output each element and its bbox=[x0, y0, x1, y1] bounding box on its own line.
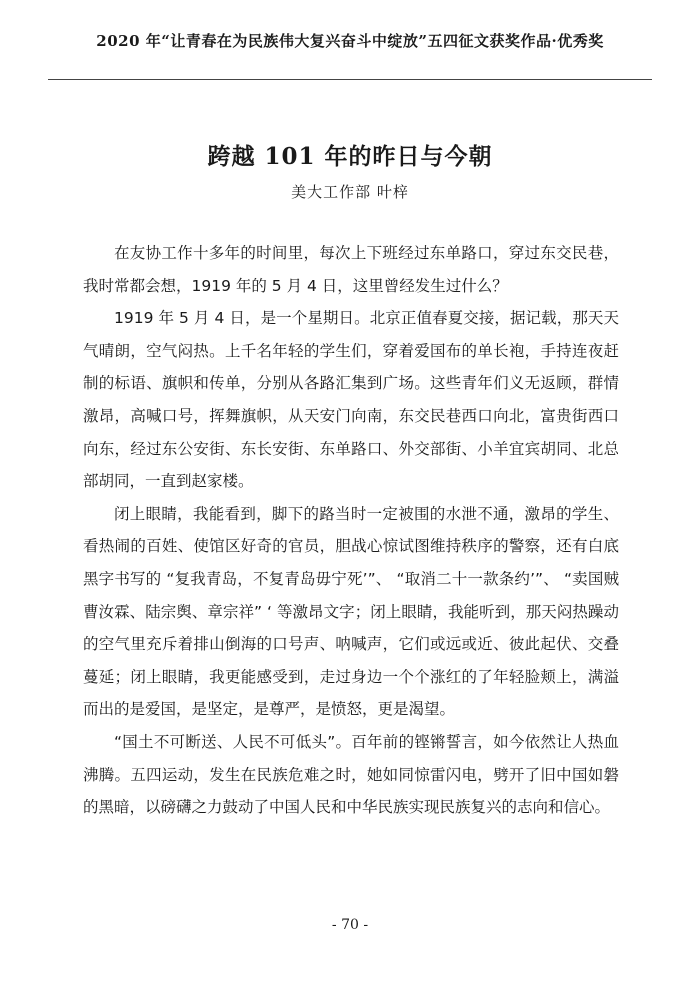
paragraph-3: 闭上眼睛，我能看到，脚下的路当时一定被围的水泄不通，激昂的学生、看热闹的百姓、使馆区好奇的官员，胆战心惊试图维持秩序的警察，还有白底黑字书写的 “复我青岛，不复青岛毋宁死’”、 “取消二十一款条约’”、 “卖国贼曹汝霖、陆宗舆、章宗祥” ‘ 等激昂文字；闭上眼睛，我能听到，那天闷热躁动的空气里充斥着排山倒海的口号声、呐喊声，它们或远或近、彼此起伏、交叠蔓延；闭上眼睛，我更能感受到，走过身边一个个涨红的了年轻脸颊上，满溢而出的是爱国，是坚定，是尊严，是愤怒，更是渴望。 bbox=[83, 504, 619, 719]
paragraph-4: “国土不可断送、人民不可低头”。百年前的铿锵誓言，如今依然让人热血沸腾。五四运动，发生在民族危难之时，她如同惊雷闪电，劈开了旧中国如磐的黑暗，以磅礴之力鼓动了中国人民和中华民族实现民族复兴的志向和信心。 bbox=[83, 732, 619, 817]
author-byline: 美大工作部 叶梓 bbox=[291, 183, 409, 201]
header-divider bbox=[48, 79, 652, 80]
article-title: 跨越 101 年的昨日与今朝 bbox=[207, 143, 493, 170]
running-header: 2020 年“让青春在为民族伟大复兴奋斗中绽放”五四征文获奖作品·优秀奖 bbox=[96, 32, 604, 50]
article-body bbox=[83, 237, 619, 824]
paragraph-2: 1919 年 5 月 4 日，是一个星期日。北京正值春夏交接，据记载，那天天气晴朗，空气闷热。上千名年轻的学生们，穿着爱国布的单长袍，手持连夜赶制的标语、旗帜和传单，分别从各路汇集到广场。这些青年们义无返顾，群情激昂，高喊口号，挥舞旗帜，从天安门向南，东交民巷西口向北，富贵街西口向东，经过东公安街、东长安街、东单路口、外交部街、小羊宜宾胡同、北总部胡同，一直到赵家楼。 bbox=[83, 309, 619, 491]
page-number: - 70 - bbox=[331, 917, 369, 933]
paragraph-1: 在友协工作十多年的时间里，每次上下班经过东单路口，穿过东交民巷，我时常都会想，1919 年的 5 月 4 日，这里曾经发生过什么？ bbox=[83, 244, 619, 295]
